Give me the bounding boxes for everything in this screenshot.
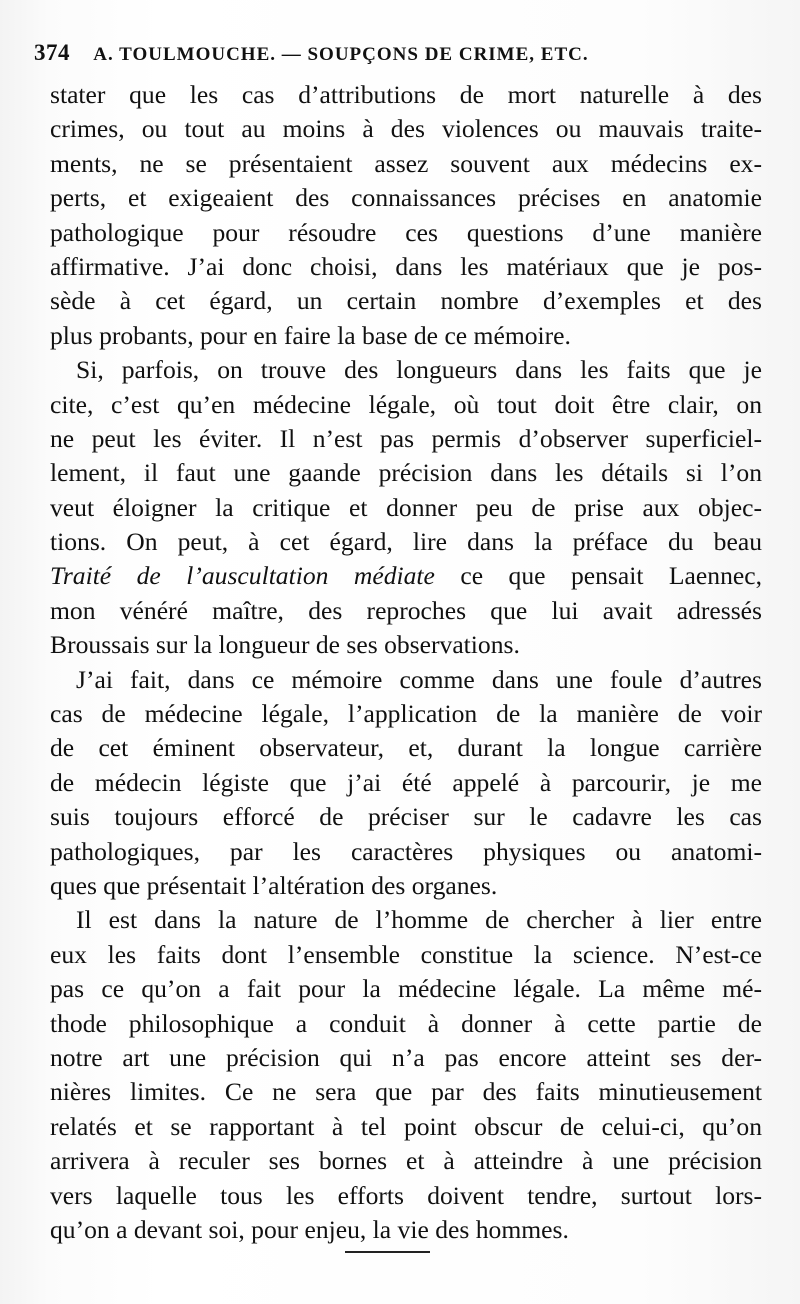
- text-line: arrivera à reculer ses bornes et à atteindre à une précision: [50, 1146, 762, 1176]
- text-line: nières limites. Ce ne sera que par des faits minutieusement: [50, 1077, 762, 1107]
- text-line: J’ai fait, dans ce mémoire comme dans une foule d’autres: [76, 664, 762, 694]
- paragraph-4: [50, 903, 762, 1247]
- text-line: vers laquelle tous les efforts doivent tendre, surtout lors-: [50, 1180, 762, 1210]
- text-line: ne peut les éviter. Il n’est pas permis d’observer superficiel-: [50, 423, 762, 453]
- italic-book-title: Traité de l’auscultation médiate: [50, 561, 435, 591]
- text-line: sède à cet égard, un certain nombre d’exemples et des: [50, 286, 762, 316]
- text-line: Il est dans la nature de l’homme de chercher à lier entre: [76, 905, 762, 935]
- text-line: de médecin légiste que j’ai été appelé à parcourir, je me: [50, 767, 762, 797]
- text-line: pathologiques, par les caractères physiques ou anatomi-: [50, 836, 762, 866]
- text-line: perts, et exigeaient des connaissances précises en anatomie: [50, 183, 762, 213]
- text-line: ments, ne se présentaient assez souvent aux médecins ex-: [50, 148, 762, 178]
- text-line: plus probants, pour en faire la base de ce mémoire.: [50, 320, 571, 350]
- text-line: veut éloigner la critique et donner peu de prise aux objec-: [50, 492, 762, 522]
- paragraph-3: [50, 663, 762, 904]
- text-line: lement, il faut une gaande précision dans les détails si l’on: [50, 458, 762, 488]
- text-line: pas ce qu’on a fait pour la médecine légale. La même mé-: [50, 974, 762, 1004]
- text-line: pathologique pour résoudre ces questions d’une manière: [50, 217, 762, 247]
- text-line: cite, c’est qu’en médecine légale, où tout doit être clair, on: [50, 389, 762, 419]
- text-line: notre art une précision qui n’a pas encore atteint ses der-: [50, 1042, 762, 1072]
- text-line: Broussais sur la longueur de ses observations.: [50, 630, 520, 660]
- text-line: suis toujours efforcé de préciser sur le cadavre les cas: [50, 802, 762, 832]
- text-line: Si, parfois, on trouve des longueurs dans les faits que je: [76, 355, 762, 385]
- page-number: 374: [34, 40, 70, 65]
- text-line: mon vénéré maître, des reproches que lui avait adressés: [50, 595, 762, 625]
- body-text: [50, 78, 762, 1247]
- text-line: relatés et se rapportant à tel point obscur de celui-ci, qu’on: [50, 1111, 762, 1141]
- paragraph-2: [50, 353, 762, 663]
- text-fragment: ce que pensait Laennec,: [434, 561, 762, 591]
- text-line: tions. On peut, à cet égard, lire dans la préface du beau: [50, 527, 762, 557]
- text-line: de cet éminent observateur, et, durant la longue carrière: [50, 733, 762, 763]
- text-line: eux les faits dont l’ensemble constitue la science. N’est-ce: [50, 939, 762, 969]
- text-line: thode philosophique a conduit à donner à cette partie de: [50, 1008, 762, 1038]
- text-line: affirmative. J’ai donc choisi, dans les matériaux que je pos-: [50, 251, 762, 281]
- text-line: ques que présentait l’altération des organes.: [50, 870, 498, 900]
- text-line: cas de médecine légale, l’application de la manière de voir: [50, 699, 762, 729]
- running-title: A. TOULMOUCHE. — SOUPÇONS DE CRIME, ETC.: [93, 44, 589, 65]
- text-line: crimes, ou tout au moins à des violences ou mauvais traite-: [50, 114, 762, 144]
- text-line: stater que les cas d’attributions de mort naturelle à des: [50, 80, 762, 109]
- text-line: qu’on a devant soi, pour enjeu, la vie des hommes.: [50, 1214, 569, 1244]
- end-rule-divider: [345, 1251, 430, 1253]
- text-line-with-italic-title: [50, 559, 762, 593]
- running-header: [34, 40, 774, 74]
- paragraph-1: [50, 78, 762, 353]
